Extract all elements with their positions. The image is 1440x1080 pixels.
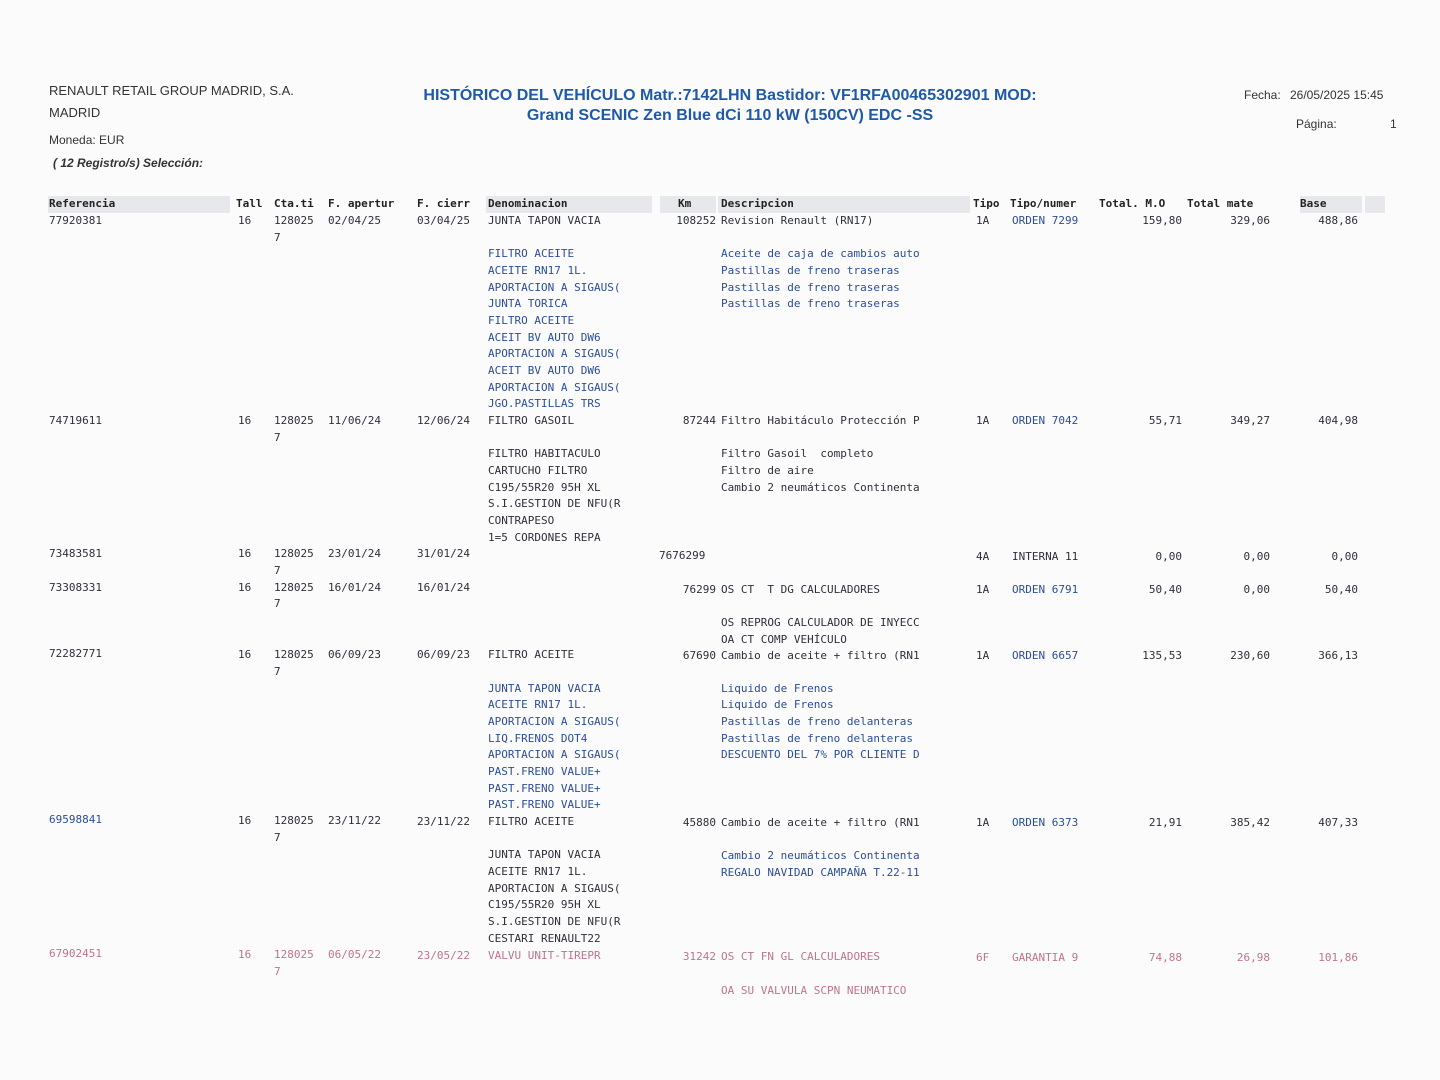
record-apertura: 23/01/24: [328, 547, 381, 560]
record-tipo-numero: ORDEN 6657: [1012, 649, 1079, 662]
record-denominacion-line: C195/55R20 95H XL: [488, 898, 601, 911]
col-cta: Cta.ti: [274, 197, 314, 210]
record-referencia: 74719611: [49, 414, 102, 427]
document-subtitle: Grand SCENIC Zen Blue dCi 110 kW (150CV) EDC -SS: [526, 107, 934, 124]
record-total-mo: 74,88: [1148, 951, 1182, 964]
record-apertura: 06/05/22: [328, 948, 381, 961]
record-denominacion: JUNTA TAPON VACIA: [488, 214, 601, 227]
record-km: 87244: [682, 414, 716, 427]
col-referencia: Referencia: [49, 197, 116, 210]
record-descripcion-line: Liquido de Frenos: [721, 698, 834, 711]
record-referencia: 69598841: [49, 813, 102, 826]
record-km: 67690: [682, 649, 716, 662]
record-total-mat: 385,42: [1230, 816, 1270, 829]
header-bar-end: [1365, 196, 1385, 213]
record-tipo-numero: INTERNA 11: [1012, 550, 1079, 563]
record-tipo: 1A: [976, 214, 990, 227]
record-tipo: 6F: [976, 951, 990, 964]
record-base: 101,86: [1318, 951, 1358, 964]
record-denominacion-line: S.I.GESTION DE NFU(R: [488, 497, 621, 510]
col-tipo-numero: Tipo/numer: [1010, 197, 1077, 210]
record-denominacion-line: CONTRAPESO: [488, 514, 555, 527]
record-cta-cont: 7: [274, 431, 281, 444]
record-denominacion-line: JUNTA TORICA: [488, 297, 568, 310]
record-descripcion-line: Pastillas de freno delanteras: [721, 732, 914, 745]
record-denominacion-line: APORTACION A SIGAUS(: [488, 347, 621, 360]
record-denominacion: FILTRO ACEITE: [488, 815, 575, 828]
record-total-mo: 135,53: [1142, 649, 1182, 662]
record-tall: 16: [238, 814, 252, 827]
selection-label: ( 12 Registro/s) Selección:: [53, 156, 204, 170]
record-total-mat: 0,00: [1243, 583, 1270, 596]
record-km: 31242: [682, 950, 716, 963]
record-referencia: 73308331: [49, 581, 102, 594]
record-km: 108252: [676, 214, 716, 227]
record-tall: 16: [238, 948, 252, 961]
col-descripcion: Descripcion: [721, 197, 794, 210]
record-cta: 128025: [274, 214, 314, 227]
record-cta-cont: 7: [274, 965, 281, 978]
record-tipo: 1A: [976, 583, 990, 596]
record-km: 7676299: [659, 549, 706, 562]
record-apertura: 23/11/22: [328, 814, 381, 827]
record-cta: 128025: [274, 948, 314, 961]
record-descripcion-line: OA SU VALVULA SCPN NEUMATICO: [721, 984, 907, 997]
record-denominacion-line: FILTRO ACEITE: [488, 314, 575, 327]
record-tipo-numero: ORDEN 7299: [1012, 214, 1079, 227]
record-tipo: 4A: [976, 550, 990, 563]
record-denominacion: FILTRO GASOIL: [488, 414, 575, 427]
record-denominacion-line: ACEITE RN17 1L.: [488, 264, 588, 277]
record-descripcion-line: Pastillas de freno delanteras: [721, 715, 914, 728]
col-base: Base: [1300, 197, 1327, 210]
record-descripcion-line: OA CT COMP VEHÍCULO: [721, 633, 847, 646]
record-total-mo: 55,71: [1148, 414, 1182, 427]
record-cierre: 03/04/25: [417, 214, 470, 227]
record-denominacion-line: ACEIT BV AUTO DW6: [488, 364, 601, 377]
record-cta-cont: 7: [274, 564, 281, 577]
record-cierre: 23/11/22: [417, 815, 470, 828]
record-km: 45880: [682, 816, 716, 829]
record-total-mat: 230,60: [1230, 649, 1270, 662]
fecha-label: Fecha:: [1244, 88, 1281, 102]
record-denominacion-line: JUNTA TAPON VACIA: [488, 682, 601, 695]
record-tall: 16: [238, 214, 252, 227]
record-descripcion-line: Pastillas de freno traseras: [721, 281, 900, 294]
record-tipo-numero: GARANTIA 9: [1012, 951, 1079, 964]
record-denominacion-line: FILTRO ACEITE: [488, 247, 575, 260]
pagina-value: 1: [1390, 117, 1397, 131]
record-denominacion-line: S.I.GESTION DE NFU(R: [488, 915, 621, 928]
company-name: RENAULT RETAIL GROUP MADRID, S.A.: [49, 83, 294, 98]
record-referencia: 72282771: [49, 647, 102, 660]
record-denominacion-line: PAST.FRENO VALUE+: [488, 782, 601, 795]
record-descripcion-line: Aceite de caja de cambios auto: [721, 247, 920, 260]
col-tall: Tall: [236, 197, 263, 210]
record-cierre: 16/01/24: [417, 581, 470, 594]
record-cta-cont: 7: [274, 231, 281, 244]
record-cierre: 31/01/24: [417, 547, 470, 560]
record-denominacion-line: APORTACION A SIGAUS(: [488, 748, 621, 761]
record-tipo-numero: ORDEN 6373: [1012, 816, 1079, 829]
record-denominacion: VALVU UNIT-TIREPR: [488, 949, 601, 962]
record-cierre: 06/09/23: [417, 648, 470, 661]
record-base: 366,13: [1318, 649, 1358, 662]
record-total-mat: 349,27: [1230, 414, 1270, 427]
record-denominacion-line: PAST.FRENO VALUE+: [488, 798, 601, 811]
record-denominacion-line: APORTACION A SIGAUS(: [488, 882, 621, 895]
fecha-value: 26/05/2025 15:45: [1290, 88, 1384, 102]
record-apertura: 02/04/25: [328, 214, 381, 227]
record-denominacion-line: ACEITE RN17 1L.: [488, 865, 588, 878]
record-denominacion-line: APORTACION A SIGAUS(: [488, 281, 621, 294]
record-denominacion-line: ACEIT BV AUTO DW6: [488, 331, 601, 344]
record-descripcion-line: Pastillas de freno traseras: [721, 264, 900, 277]
record-denominacion-line: ACEITE RN17 1L.: [488, 698, 588, 711]
record-denominacion-line: C195/55R20 95H XL: [488, 481, 601, 494]
record-cierre: 12/06/24: [417, 414, 470, 427]
record-denominacion-line: 1=5 CORDONES REPA: [488, 531, 601, 544]
record-referencia: 77920381: [49, 214, 102, 227]
record-tipo-numero: ORDEN 7042: [1012, 414, 1079, 427]
record-descripcion: Revision Renault (RN17): [721, 214, 874, 227]
record-tipo: 1A: [976, 414, 990, 427]
record-descripcion: OS CT T DG CALCULADORES: [721, 583, 880, 596]
record-descripcion: Cambio de aceite + filtro (RN1: [721, 816, 920, 829]
record-km: 76299: [682, 583, 716, 596]
record-base: 0,00: [1331, 550, 1358, 563]
record-descripcion: Filtro Habitáculo Protección P: [721, 414, 920, 427]
record-descripcion-line: Filtro de aire: [721, 464, 814, 477]
record-total-mo: 159,80: [1142, 214, 1182, 227]
record-referencia: 67902451: [49, 947, 102, 960]
record-denominacion: FILTRO ACEITE: [488, 648, 575, 661]
record-descripcion-line: Cambio 2 neumáticos Continenta: [721, 849, 920, 862]
col-denominacion: Denominacion: [488, 197, 568, 210]
col-total-mo: Total. M.O: [1099, 197, 1166, 210]
col-km: Km: [678, 197, 692, 210]
record-total-mat: 0,00: [1243, 550, 1270, 563]
record-apertura: 11/06/24: [328, 414, 381, 427]
col-cierre: F. cierr: [417, 197, 470, 210]
record-denominacion-line: PAST.FRENO VALUE+: [488, 765, 601, 778]
record-descripcion: OS CT FN GL CALCULADORES: [721, 950, 880, 963]
record-cta: 128025: [274, 814, 314, 827]
record-base: 404,98: [1318, 414, 1358, 427]
col-apertura: F. apertur: [328, 197, 395, 210]
record-tipo: 1A: [976, 816, 990, 829]
record-apertura: 16/01/24: [328, 581, 381, 594]
record-denominacion-line: FILTRO HABITACULO: [488, 447, 601, 460]
record-tipo: 1A: [976, 649, 990, 662]
company-city: MADRID: [49, 105, 101, 120]
currency-label: Moneda: EUR: [49, 133, 125, 147]
col-tipo: Tipo: [973, 197, 1000, 210]
record-denominacion-line: APORTACION A SIGAUS(: [488, 715, 621, 728]
record-total-mo: 21,91: [1148, 816, 1182, 829]
record-referencia: 73483581: [49, 547, 102, 560]
record-tall: 16: [238, 581, 252, 594]
record-total-mo: 0,00: [1155, 550, 1182, 563]
record-descripcion-line: DESCUENTO DEL 7% POR CLIENTE D: [721, 748, 920, 761]
document-title: HISTÓRICO DEL VEHÍCULO Matr.:7142LHN Bastidor: VF1RFA00465302901 MOD:: [423, 87, 1037, 104]
record-descripcion-line: Pastillas de freno traseras: [721, 297, 900, 310]
col-total-mat: Total mate: [1187, 197, 1254, 210]
record-tipo-numero: ORDEN 6791: [1012, 583, 1079, 596]
record-cierre: 23/05/22: [417, 949, 470, 962]
record-cta: 128025: [274, 547, 314, 560]
record-apertura: 06/09/23: [328, 648, 381, 661]
record-denominacion-line: APORTACION A SIGAUS(: [488, 381, 621, 394]
record-descripcion-line: OS REPROG CALCULADOR DE INYECC: [721, 616, 920, 629]
record-cta: 128025: [274, 414, 314, 427]
record-cta: 128025: [274, 648, 314, 661]
record-denominacion-line: LIQ.FRENOS DOT4: [488, 732, 588, 745]
record-denominacion-line: JGO.PASTILLAS TRS: [488, 397, 601, 410]
record-tall: 16: [238, 547, 252, 560]
record-denominacion-line: CARTUCHO FILTRO: [488, 464, 588, 477]
record-base: 407,33: [1318, 816, 1358, 829]
record-cta-cont: 7: [274, 665, 281, 678]
record-total-mat: 26,98: [1236, 951, 1270, 964]
record-tall: 16: [238, 414, 252, 427]
record-total-mat: 329,06: [1230, 214, 1270, 227]
record-cta: 128025: [274, 581, 314, 594]
record-descripcion: Cambio de aceite + filtro (RN1: [721, 649, 920, 662]
record-descripcion-line: Liquido de Frenos: [721, 682, 834, 695]
pagina-label: Página:: [1296, 117, 1337, 131]
record-tall: 16: [238, 648, 252, 661]
record-descripcion-line: Filtro Gasoil completo: [721, 447, 874, 460]
record-cta-cont: 7: [274, 831, 281, 844]
record-descripcion-line: REGALO NAVIDAD CAMPAÑA T.22-11: [721, 866, 920, 879]
record-descripcion-line: Cambio 2 neumáticos Continenta: [721, 481, 920, 494]
record-denominacion-line: JUNTA TAPON VACIA: [488, 848, 601, 861]
record-total-mo: 50,40: [1148, 583, 1182, 596]
record-base: 488,86: [1318, 214, 1358, 227]
record-base: 50,40: [1324, 583, 1358, 596]
record-cta-cont: 7: [274, 597, 281, 610]
record-denominacion-line: CESTARI RENAULT22: [488, 932, 601, 945]
